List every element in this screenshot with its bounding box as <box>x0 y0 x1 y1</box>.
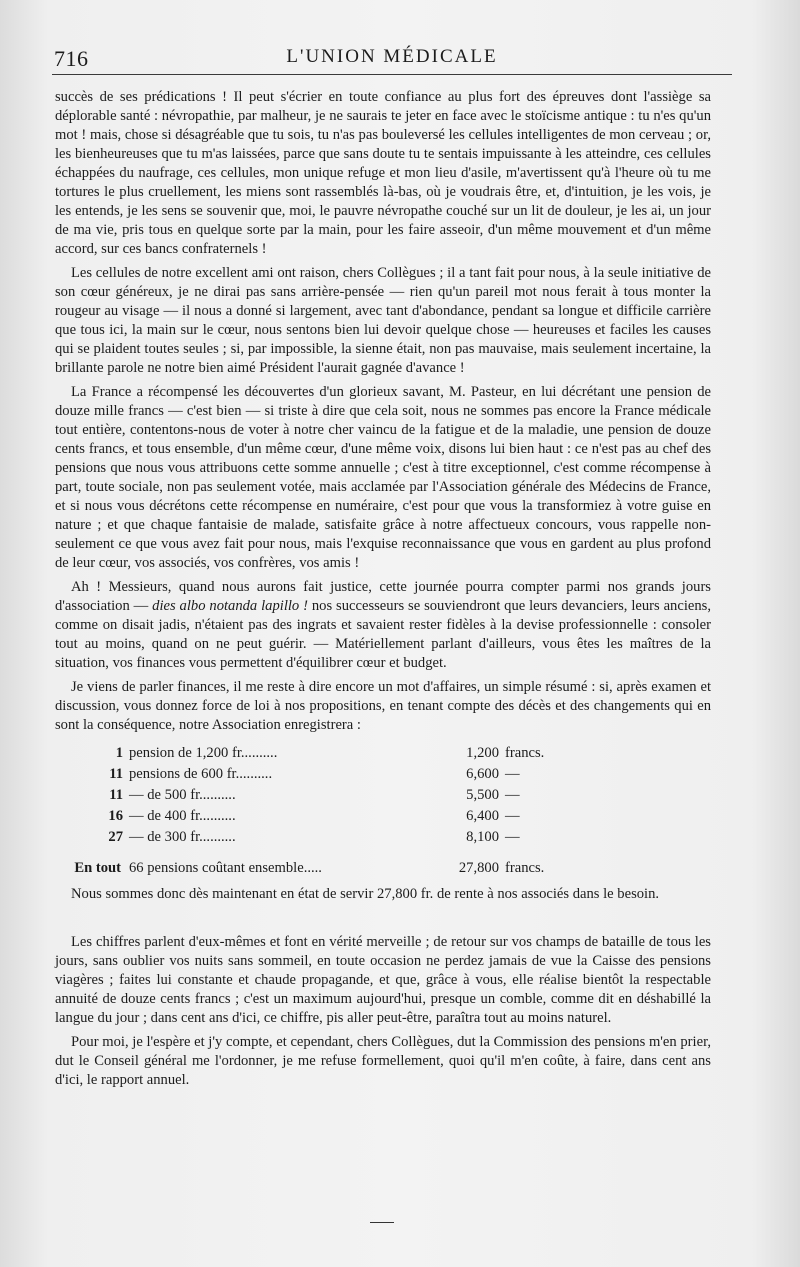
total-count: 66 <box>129 860 144 876</box>
table-total-row <box>55 848 625 879</box>
table-row <box>55 827 625 848</box>
pension-label: pensions de 600 fr.......... <box>129 766 273 782</box>
paragraph: Pour moi, je l'espère et j'y compte, et cependant, chers Collègues, dut la Commission des pensions m'en prier, dut le Conseil général me l'ordonner, je me refuse formellement, quoi qu'il m'en coûte, à faire, dans cent ans d'ici, le rapport annuel. <box>55 1034 711 1088</box>
paragraph: Les cellules de notre excellent ami ont raison, chers Collègues ; il a tant fait pour nous, à la seule initiative de son cœur généreux, je ne dirai pas sans arrière-pensée — rien qu'un pareil mot nous ferait à tous monter la rougeur au visage — il nous a donné si largement, avec tant d'abondance, pendant sa longue et difficile carrière que tous ici, la main sur le cœur, nous sentons bien lui devoir quelque chose — heureuses et faciles les causes qui se plaident toutes seules ; si, par impossible, la sienne était, non pas mauvaise, mais seulement incertaine, la brillante parole ne notre bien aimé Président l'aurait gagnée d'avance ! <box>55 265 711 376</box>
pension-amount: 1,200 <box>466 745 499 761</box>
section-gap <box>55 909 711 933</box>
pension-count: 11 <box>109 787 123 803</box>
pension-count: 16 <box>108 808 123 824</box>
table-row <box>55 764 625 785</box>
pension-count: 27 <box>108 829 123 845</box>
pension-amount: 6,400 <box>466 808 499 824</box>
pension-unit: — <box>505 787 520 803</box>
pension-unit: — <box>505 829 520 845</box>
pension-label: pension de 1,200 fr.......... <box>129 745 278 761</box>
text-span: Ah ! Messieurs, quand nous aurons fait justice, cette journée pourra compter parmi nos grands jours d'association — <box>55 579 711 614</box>
pension-label: — de 500 fr.......... <box>129 787 236 803</box>
page-number: 716 <box>54 46 89 71</box>
pension-unit: — <box>505 808 520 824</box>
total-label <box>129 848 399 879</box>
pension-amount: 6,600 <box>466 766 499 782</box>
pension-unit: — <box>505 766 520 782</box>
pension-unit: francs. <box>505 745 545 761</box>
paragraph-dies <box>55 578 711 673</box>
table-row <box>55 743 625 764</box>
latin-quote: dies albo notanda lapillo ! <box>152 598 308 614</box>
pension-amount: 5,500 <box>466 787 499 803</box>
article-body <box>55 88 711 1095</box>
total-amount: 27,800 <box>458 860 499 876</box>
text-span: nos successeurs se souviendront que leurs devanciers, leurs anciens, comme on disait jadis, n'étaient pas des ingrats et savaient rester fidèles à la devise professionnelle : consoler tout au moins, quand on ne peut guérir. — Matériellement parlant d'ailleurs, vous êtes les maîtres de la situation, vos finances vous permettent d'équilibrer cœur et budget. <box>55 598 711 671</box>
end-rule <box>370 1222 394 1223</box>
pension-table <box>55 743 625 879</box>
pension-count: 11 <box>109 766 123 782</box>
paragraph: Les chiffres parlent d'eux-mêmes et font en vérité merveille ; de retour sur vos champs de bataille de tous les jours, sans oublier vos nuits sans sommeil, en toute occasion ne perdez jamais de vue la Caisse des pensions viagères ; faites lui constante et chaude propagande, et que, grâce à vous, elle réalise bientôt la respectable annuité de douze cents francs ; c'est un maximum aujourd'hui, presque un comble, comme dit en déshabillé la langue du jour ; dans cent ans d'ici, ce chiffre, pis aller peut-être, paraîtra tout au moins naturel. <box>55 934 711 1026</box>
paragraph: Je viens de parler finances, il me reste à dire encore un mot d'affaires, un simple résumé : si, après examen et discussion, vous donnez force de loi à nos propositions, en tenant compte des décès et des changements qui en sont la conséquence, notre Association enregistrera : <box>55 679 711 733</box>
pension-label: — de 300 fr.......... <box>129 829 236 845</box>
table-row <box>55 806 625 827</box>
pension-amount: 8,100 <box>466 829 499 845</box>
total-prefix: En tout <box>74 860 121 876</box>
paragraph: Nous sommes donc dès maintenant en état de servir 27,800 fr. de rente à nos associés dans le besoin. <box>71 886 660 902</box>
table-row <box>55 785 625 806</box>
paragraph: La France a récompensé les découvertes d'un glorieux savant, M. Pasteur, en lui décrétant une pension de douze mille francs — c'est bien — si triste à dire que cela soit, nous ne sommes pas encore la France médicale tout entière, contentons-nous de voter à notre cher vaincu de la fatigue et de la maladie, une pension de douze cents francs, et tous ensemble, d'un même cœur, d'une même voix, disons lui bien haut : ce n'est pas au chef des pensions que nous vous attribuons cette somme annuelle ; c'est à titre exceptionnel, c'est comme récompense à part, toute sociale, non pas seulement votée, mais acclamée par l'Association générale des Médecins de France, et si nous vous décrétons cette récompense en numéraire, c'est pour que vous la transformiez à votre guise en nature ; et que chaque fantaisie de malade, satisfaite grâce à notre affectueux concours, vous rappelle non-seulement ce que vous avez fait pour nous, mais l'exquise reconnaissance que vous en gardent au plus profond de leur cœur, vos associés, vos confrères, vos amis ! <box>55 384 711 571</box>
page-header <box>52 40 732 75</box>
pension-count: 1 <box>115 745 123 761</box>
total-unit: francs. <box>505 860 545 876</box>
total-label-text: pensions coûtant ensemble..... <box>147 860 322 876</box>
running-title: L'UNION MÉDICALE <box>286 46 498 67</box>
paragraph: succès de ses prédications ! Il peut s'écrier en toute confiance au plus fort des épreuves dont l'assiège sa déplorable santé : névropathie, par malheur, je ne saurais te jeter en face avec le stoïcisme antique : tu n'es qu'un mot ! mais, chose si désagréable que tu sois, tu n'as pas bouleversé les cellules intelligentes de mon cerveau ; or, les bienheureuses que tu m'as laissées, parce que sans doute tu te sentais impuissante à les atteindre, ces cellules échappées du naufrage, ces cellules, mon unique refuge et mon lieu d'asile, m'avertissent qu'à l'heure où tu me tortures le plus cruellement, les miens sont rassemblés là-bas, où je voudrais être, et, d'intuition, je les vois, je les entends, je les sens se souvenir que, moi, le pauvre névropathe couché sur un lit de douleur, je les ai, un jour de ma vie, pris tous en quelque sorte par la main, pour les faire asseoir, d'un même mouvement et d'un même accord, sur ces bancs confraternels ! <box>55 89 711 257</box>
pension-label: — de 400 fr.......... <box>129 808 236 824</box>
